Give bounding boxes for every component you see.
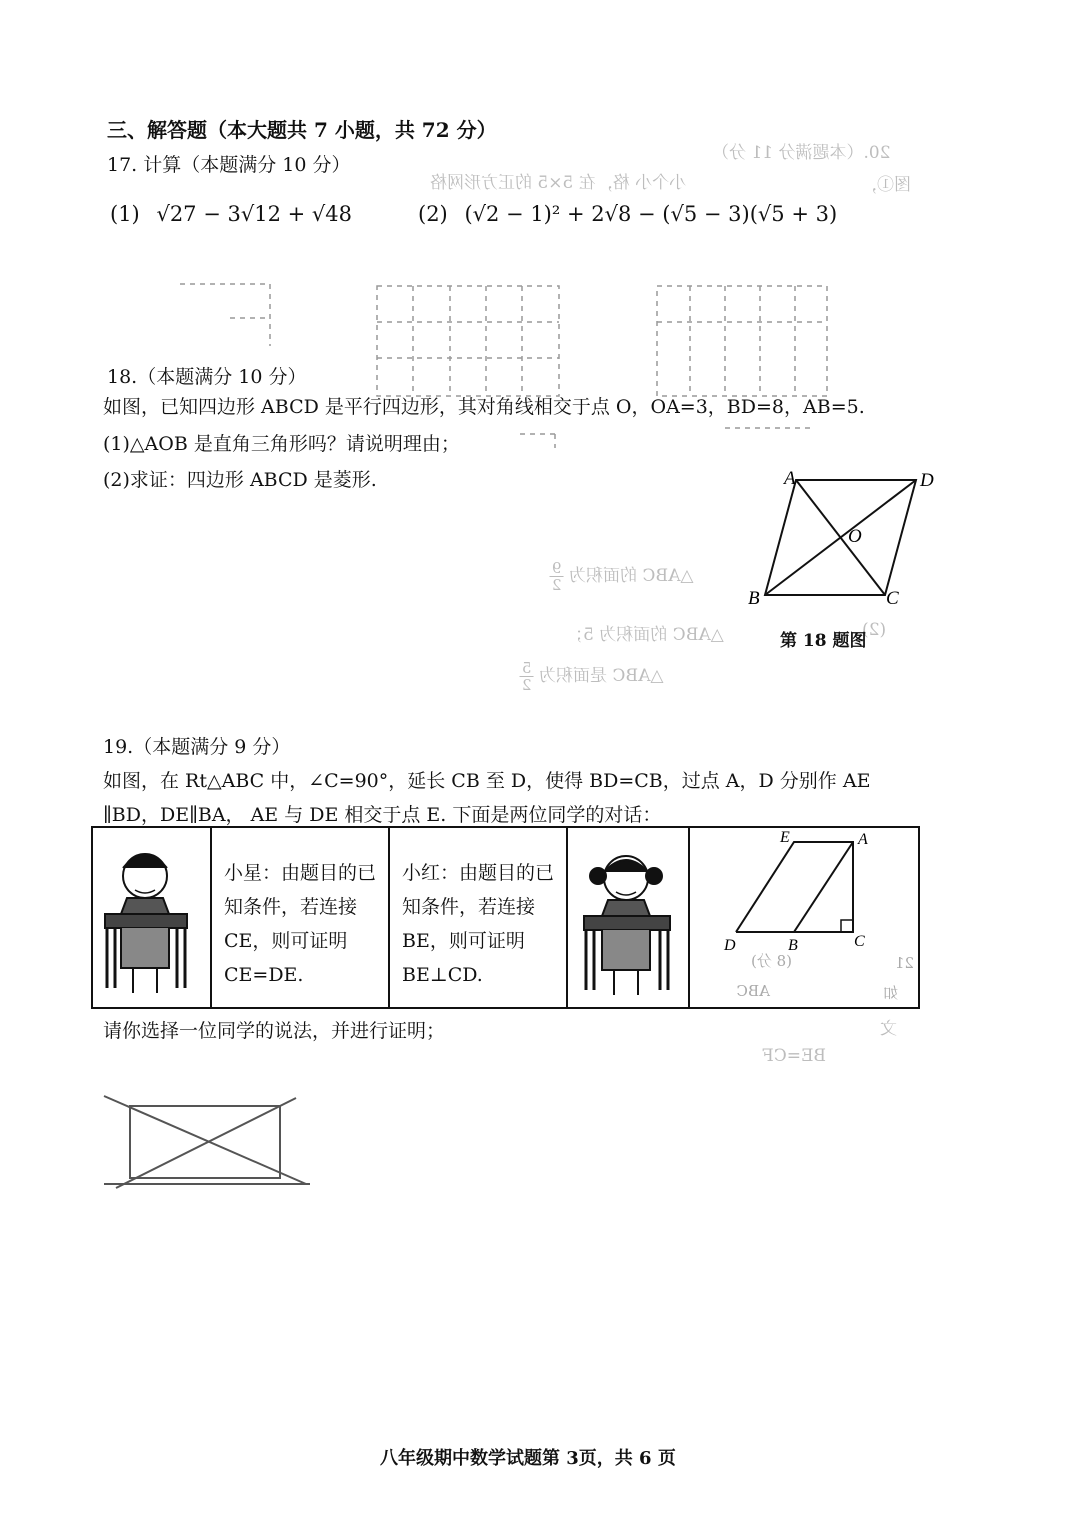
boy-at-desk-illustration [93,828,208,1007]
q19-figure [690,828,918,1007]
label-d: D [724,937,736,954]
bleed-q21-abc: ABC [736,982,770,1000]
q17-part2 [418,202,837,226]
q18-stem: 如图，已知四边形 ABCD 是平行四边形，其对角线相交于点 O，OA=3，BD=8，AB=5. [103,396,865,418]
bleed-q21-score: (8 分) [750,952,792,970]
label-c: C [854,933,865,950]
q19-prompt: 请你选择一位同学的说法，并进行证明； [103,1020,446,1042]
dialogue-table [91,826,920,1009]
q18-figure-caption: 第 18 题图 [780,631,867,651]
quad-edac [736,842,853,932]
q19-figure-cell [690,828,918,1007]
label-b: B [788,937,798,954]
bleed-area3: △ABC 是面积为 $\frac{5}{2}$ [522,659,664,694]
bleed-fig2: (2) [862,620,887,640]
bleed-q21-ru: 如 [882,984,898,1002]
bleed-q20-header: 20.（本题满分 11 分） [712,143,891,163]
q17-part2-expr: (√2 − 1)² + 2√8 − (√5 − 3)(√5 + 3) [464,202,838,226]
label-c: C [886,588,899,609]
q17-part2-label: (2) [418,202,448,226]
segment-ba [794,842,853,932]
label-a: A [784,468,796,489]
student-boy-cell [93,828,212,1007]
bleed-rectangle-figure [96,1092,326,1202]
q17-part1 [110,202,352,226]
right-angle-mark [841,920,853,932]
q18-figure [740,462,950,612]
label-a: A [858,831,868,848]
section-heading: 三、解答题（本大题共 7 小题，共 72 分） [107,118,497,142]
q17-title: 17. 计算（本题满分 10 分） [107,154,351,176]
q19-stem-line1: 如图，在 Rt△ABC 中，∠C=90°，延长 CB 至 D，使得 BD=CB，过点 A，D 分别作 AE [103,770,871,792]
page-footer: 八年级期中数学试题第 3页，共 6 页 [380,1448,676,1469]
bleed-q20-text: 小个小 格，在 5×5 的正方形网格 [430,173,687,193]
student-girl-cell [568,828,690,1007]
bleed-area2: △ABC 的面积为 5； [566,625,724,645]
bleed-q21-num: 21 [894,954,914,972]
bleed-q21-wen: 文 [880,1019,897,1039]
q17-part1-expr: √27 − 3√12 + √48 [156,202,352,226]
label-e: E [780,829,790,846]
q18-title: 18.（本题满分 10 分） [107,366,307,388]
bleed-q20-fig: 图①， [860,175,911,195]
bleed-area1: △ABC 的面积为 $\frac{9}{2}$ [552,559,694,594]
q17-part1-label: (1) [110,202,140,226]
q19-title: 19.（本题满分 9 分） [103,736,291,758]
diagonal-bd [765,480,916,595]
bleed-q21-bfcf: BE=CF [762,1046,826,1066]
xiaohong-speech [390,828,568,1007]
label-b: B [748,588,760,609]
q18-sub1: (1)△AOB 是直角三角形吗？请说明理由； [103,433,460,455]
q19-stem-line2: ∥BD，DE∥BA， AE 与 DE 相交于点 E. 下面是两位同学的对话： [103,804,662,826]
xiaohong-text: 小红：由题目的已知条件，若连接 BE，则可证明 BE⊥CD. [402,862,555,986]
q18-sub2: (2)求证：四边形 ABCD 是菱形. [103,469,377,491]
xiaoxing-speech [212,828,390,1007]
label-o: O [848,526,862,547]
xiaoxing-text: 小星：由题目的已知条件，若连接 CE，则可证明 CE=DE. [224,862,377,986]
girl-at-desk-illustration [568,828,686,1007]
label-d: D [920,470,934,491]
